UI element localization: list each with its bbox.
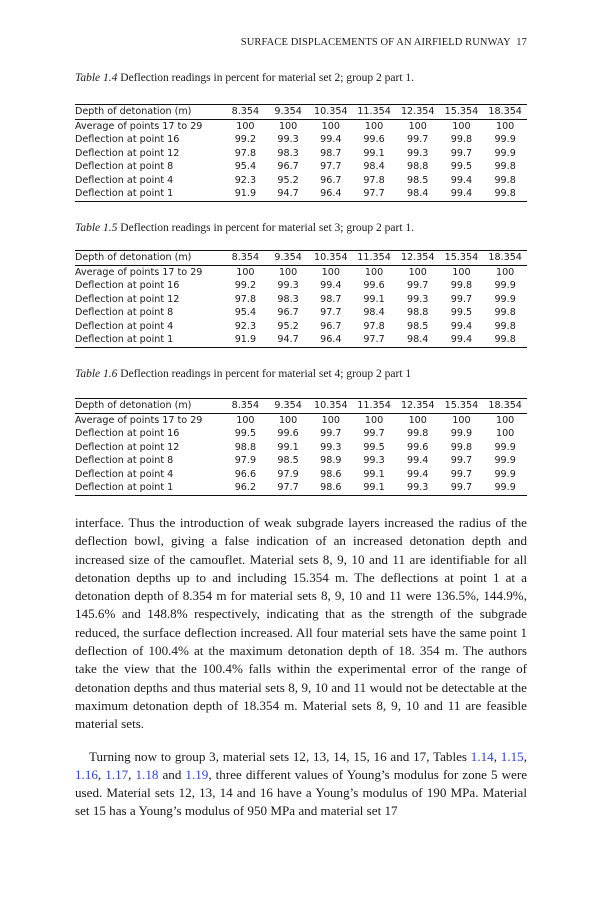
table-header-row — [75, 399, 527, 414]
table-cell: 99.1 — [277, 441, 299, 453]
table-row — [75, 333, 527, 347]
table-cell: 100 — [278, 266, 298, 278]
table-cell: 100 — [495, 120, 515, 132]
depth-header-cell: 12.354 — [400, 252, 435, 263]
table-ref-link[interactable]: 1.19 — [185, 766, 209, 782]
table-1-5 — [75, 250, 527, 348]
body-text — [75, 514, 527, 821]
table-cell: 100 — [364, 266, 384, 278]
table-cell: 96.4 — [320, 188, 342, 199]
table-header-row — [75, 251, 527, 266]
row-label: Average of points 17 to 29 — [75, 120, 203, 132]
table-cell: 97.9 — [234, 455, 257, 466]
table-caption-text: Deflection readings in percent for material set 2; group 2 part 1. — [120, 72, 415, 84]
table-row — [75, 133, 527, 147]
table-cell: 99.1 — [363, 482, 385, 493]
table-cell: 97.8 — [363, 320, 385, 332]
table-cell: 91.9 — [234, 334, 257, 345]
table-cell: 97.8 — [234, 293, 257, 305]
table-cell: 99.4 — [320, 134, 342, 145]
paragraph: Turning now to group 3, material sets 12, 13, 14, 15, 16 and 17, Tables 1.14, 1.15, 1.16, 1.17, 1.18 and 1.19, three different values of Young’s modulus for zone 5 were used. Material sets 12, 13, 14 and 16 have a Young’s modulus of 190 MPa. Material set 15 has a Young’s modulus of 950 MPa and material set 17 — [75, 748, 528, 819]
table-cell: 96.6 — [234, 468, 257, 480]
table-cell: 99.6 — [363, 134, 385, 145]
row-label: Deflection at point 4 — [75, 174, 174, 186]
table-cell: 98.5 — [407, 320, 429, 332]
table-1-4-caption — [75, 72, 414, 84]
depth-header-cell: 12.354 — [400, 400, 435, 411]
table-ref-link[interactable]: 1.16 — [75, 766, 98, 782]
page-number: 17 — [516, 37, 527, 48]
table-cell: 95.2 — [277, 174, 299, 186]
table-cell: 94.7 — [277, 188, 299, 199]
depth-header-cell: 11.354 — [357, 400, 391, 411]
depth-header-cell: 18.354 — [488, 400, 522, 411]
table-cell: 99.8 — [450, 134, 473, 145]
row-label: Average of points 17 to 29 — [75, 266, 203, 278]
depth-header-cell: 15.354 — [444, 400, 479, 411]
table-cell: 99.9 — [494, 482, 516, 493]
row-label: Deflection at point 1 — [75, 188, 174, 199]
table-cell: 99.7 — [407, 280, 429, 291]
table-row — [75, 187, 527, 201]
row-label: Deflection at point 1 — [75, 482, 174, 493]
table-cell: 96.7 — [320, 174, 342, 186]
table-row — [75, 320, 527, 334]
table-cell: 100 — [236, 266, 255, 278]
table-row — [75, 454, 527, 468]
table-cell: 99.6 — [407, 441, 429, 453]
table-row — [75, 160, 527, 174]
table-cell: 99.5 — [234, 428, 257, 439]
table-caption-text: Deflection readings in percent for material set 3; group 2 part 1. — [120, 222, 415, 234]
table-cell: 99.9 — [494, 455, 516, 466]
table-cell: 99.7 — [450, 482, 473, 493]
table-cell: 99.3 — [407, 293, 429, 305]
depth-header-cell: 10.354 — [314, 106, 348, 117]
table-cell: 99.4 — [450, 174, 473, 186]
table-cell: 99.6 — [363, 280, 385, 291]
table-cell: 92.3 — [234, 174, 257, 186]
table-cell: 96.7 — [320, 320, 342, 332]
table-cell: 99.8 — [494, 307, 516, 318]
table-row — [75, 147, 527, 161]
depth-header-cell: 9.354 — [274, 106, 302, 117]
table-ref-link[interactable]: 1.14 — [470, 748, 494, 764]
table-header-row — [75, 105, 527, 120]
table-cell: 100 — [495, 266, 515, 278]
row-label: Deflection at point 16 — [75, 428, 180, 439]
table-cell: 99.9 — [450, 428, 473, 439]
table-cell: 100 — [236, 120, 255, 132]
table-cell: 98.8 — [234, 441, 257, 453]
table-cell: 92.3 — [234, 320, 257, 332]
table-cell: 99.8 — [407, 428, 429, 439]
table-cell: 99.7 — [320, 428, 342, 439]
table-cell: 96.4 — [320, 334, 342, 345]
table-cell: 99.9 — [494, 134, 516, 145]
table-cell: 100 — [364, 414, 384, 426]
header-label: Depth of detonation (m) — [75, 106, 192, 117]
table-cell: 100 — [408, 120, 427, 132]
table-cell: 96.2 — [234, 482, 257, 493]
running-head-title: SURFACE DISPLACEMENTS OF AN AIRFIELD RUNWAY — [240, 37, 511, 48]
table-cell: 99.3 — [407, 147, 429, 159]
table-cell: 96.7 — [277, 161, 299, 172]
table-cell: 99.6 — [277, 428, 299, 439]
table-cell: 99.7 — [450, 468, 473, 480]
table-cell: 97.9 — [277, 468, 299, 480]
table-cell: 99.8 — [494, 161, 516, 172]
table-cell: 99.8 — [494, 188, 516, 199]
table-cell: 100 — [321, 414, 340, 426]
table-cell: 95.4 — [234, 161, 257, 172]
table-cell: 98.6 — [320, 468, 342, 480]
table-cell: 99.3 — [277, 134, 299, 145]
depth-header-cell: 11.354 — [357, 106, 391, 117]
table-cell: 99.8 — [494, 334, 516, 345]
header-label: Depth of detonation (m) — [75, 252, 192, 263]
table-cell: 100 — [364, 120, 384, 132]
header-label: Depth of detonation (m) — [75, 400, 192, 411]
row-label: Deflection at point 8 — [75, 307, 174, 318]
table-row — [75, 427, 527, 441]
table-cell: 100 — [452, 266, 471, 278]
table-cell: 99.5 — [363, 441, 385, 453]
table-ref-link[interactable]: 1.17 — [105, 766, 129, 782]
table-cell: 97.7 — [363, 334, 385, 345]
table-cell: 99.9 — [494, 468, 516, 480]
table-cell: 98.4 — [407, 334, 429, 345]
table-cell: 97.8 — [363, 174, 385, 186]
table-cell: 99.4 — [407, 468, 429, 480]
table-cell: 99.4 — [450, 334, 473, 345]
table-cell: 100 — [495, 414, 515, 426]
table-1-6-caption — [75, 368, 411, 380]
table-cell: 100 — [236, 414, 255, 426]
table-row — [75, 120, 527, 134]
table-cell: 99.1 — [363, 468, 385, 480]
table-cell: 99.1 — [363, 293, 385, 305]
table-caption-text: Deflection readings in percent for material set 4; group 2 part 1 — [120, 368, 412, 380]
row-label: Deflection at point 8 — [75, 161, 174, 172]
table-cell: 97.7 — [320, 161, 342, 172]
table-cell: 91.9 — [234, 188, 257, 199]
table-cell: 99.2 — [234, 280, 257, 291]
table-cell: 95.2 — [277, 320, 299, 332]
table-ref-link[interactable]: 1.18 — [135, 766, 159, 782]
table-cell: 99.9 — [494, 280, 516, 291]
table-cell: 100 — [278, 414, 298, 426]
table-number: Table 1.4 — [75, 72, 118, 84]
table-cell: 99.4 — [407, 455, 429, 466]
depth-header-cell: 11.354 — [357, 252, 391, 263]
table-cell: 98.9 — [320, 455, 342, 466]
row-label: Average of points 17 to 29 — [75, 414, 203, 426]
row-label: Deflection at point 1 — [75, 334, 174, 345]
depth-header-cell: 8.354 — [231, 106, 260, 117]
table-cell: 99.8 — [494, 320, 516, 332]
depth-header-cell: 8.354 — [231, 400, 260, 411]
table-cell: 98.7 — [320, 147, 342, 159]
table-row — [75, 279, 527, 293]
table-cell: 99.8 — [494, 174, 516, 186]
depth-header-cell: 15.354 — [444, 106, 479, 117]
table-row — [75, 441, 527, 455]
table-cell: 98.3 — [277, 293, 299, 305]
row-label: Deflection at point 4 — [75, 468, 174, 480]
table-cell: 99.7 — [450, 147, 473, 159]
table-cell: 99.4 — [450, 188, 473, 199]
table-row — [75, 293, 527, 307]
table-number: Table 1.5 — [75, 222, 118, 234]
table-cell: 98.4 — [407, 188, 429, 199]
table-cell: 100 — [495, 428, 515, 439]
table-1-5-caption — [75, 222, 414, 234]
table-row — [75, 414, 527, 428]
table-cell: 99.1 — [363, 147, 385, 159]
depth-header-cell: 10.354 — [314, 252, 348, 263]
table-cell: 97.7 — [320, 307, 342, 318]
table-row — [75, 468, 527, 482]
table-cell: 94.7 — [277, 334, 299, 345]
table-cell: 99.7 — [363, 428, 385, 439]
row-label: Deflection at point 12 — [75, 147, 180, 159]
table-cell: 98.4 — [363, 307, 385, 318]
table-cell: 95.4 — [234, 307, 257, 318]
table-cell: 100 — [408, 266, 427, 278]
depth-header-cell: 15.354 — [444, 252, 479, 263]
table-row — [75, 306, 527, 320]
depth-header-cell: 12.354 — [400, 106, 435, 117]
table-cell: 98.4 — [363, 161, 385, 172]
table-cell: 99.9 — [494, 293, 516, 305]
table-cell: 98.5 — [277, 455, 299, 466]
paragraph: interface. Thus the introduction of weak subgrade layers increased the radius of the deflection bowl, giving a false indication of an increased detonation depth and increased size of the camouflet. Material sets 8, 9, 10 and 11 are identifiable for all detonation depths up to and including 15.354 m. The deflections at point 1 at a detonation depth of 8.354 m for material sets 8, 9, 10 and 11 were 136.5%, 144.9%, 145.6% and 148.8% respectively, indicating that as the strength of the subgrade reduced, the surface deflection increased. All four material sets have the same point 1 deflection of 100.4% at the maximum detonation depth of 18. 354 m. The authors take the view that the 100.4% falls within the experimental error of the range of detonation depths and thus material sets 8, 9, 10 and 11 would not be detectable at the maximum detonation depth of 18.354 m. Material sets 8, 9, 10 and 11 are feasible material sets. — [75, 515, 527, 732]
depth-header-cell: 9.354 — [274, 252, 302, 263]
table-cell: 99.8 — [450, 280, 473, 291]
depth-header-cell: 9.354 — [274, 400, 302, 411]
table-cell: 100 — [452, 120, 471, 132]
row-label: Deflection at point 16 — [75, 134, 180, 145]
row-label: Deflection at point 16 — [75, 280, 180, 291]
row-label: Deflection at point 4 — [75, 320, 174, 332]
table-1-6 — [75, 398, 527, 496]
table-cell: 99.5 — [450, 307, 473, 318]
table-cell: 99.2 — [234, 134, 257, 145]
table-cell: 99.3 — [363, 455, 385, 466]
table-cell: 98.5 — [407, 174, 429, 186]
table-cell: 99.3 — [407, 482, 429, 493]
table-cell: 100 — [321, 120, 340, 132]
table-cell: 100 — [452, 414, 471, 426]
table-ref-link[interactable]: 1.15 — [500, 748, 524, 764]
running-head — [241, 37, 527, 48]
row-label: Deflection at point 8 — [75, 455, 174, 466]
table-row — [75, 266, 527, 280]
table-cell: 99.7 — [407, 134, 429, 145]
depth-header-cell: 18.354 — [488, 252, 522, 263]
table-1-4 — [75, 104, 527, 202]
table-cell: 98.8 — [407, 307, 429, 318]
table-cell: 100 — [278, 120, 298, 132]
table-cell: 99.7 — [450, 293, 473, 305]
table-cell: 97.7 — [363, 188, 385, 199]
row-label: Deflection at point 12 — [75, 441, 180, 453]
table-cell: 97.8 — [234, 147, 257, 159]
table-cell: 99.3 — [320, 441, 342, 453]
depth-header-cell: 8.354 — [231, 252, 260, 263]
table-cell: 99.5 — [450, 161, 473, 172]
table-cell: 98.3 — [277, 147, 299, 159]
table-cell: 98.7 — [320, 293, 342, 305]
table-cell: 97.7 — [277, 482, 299, 493]
table-cell: 98.6 — [320, 482, 342, 493]
table-cell: 98.8 — [407, 161, 429, 172]
table-cell: 99.9 — [494, 147, 516, 159]
depth-header-cell: 18.354 — [488, 106, 522, 117]
table-cell: 100 — [321, 266, 340, 278]
table-cell: 99.3 — [277, 280, 299, 291]
table-cell: 99.7 — [450, 455, 473, 466]
table-number: Table 1.6 — [75, 368, 118, 380]
table-cell: 99.4 — [320, 280, 342, 291]
row-label: Deflection at point 12 — [75, 293, 180, 305]
table-cell: 100 — [408, 414, 427, 426]
depth-header-cell: 10.354 — [314, 400, 348, 411]
table-row — [75, 174, 527, 188]
table-cell: 99.4 — [450, 320, 473, 332]
table-cell: 99.9 — [494, 441, 516, 453]
table-cell: 96.7 — [277, 307, 299, 318]
table-row — [75, 481, 527, 495]
table-cell: 99.8 — [450, 441, 473, 453]
